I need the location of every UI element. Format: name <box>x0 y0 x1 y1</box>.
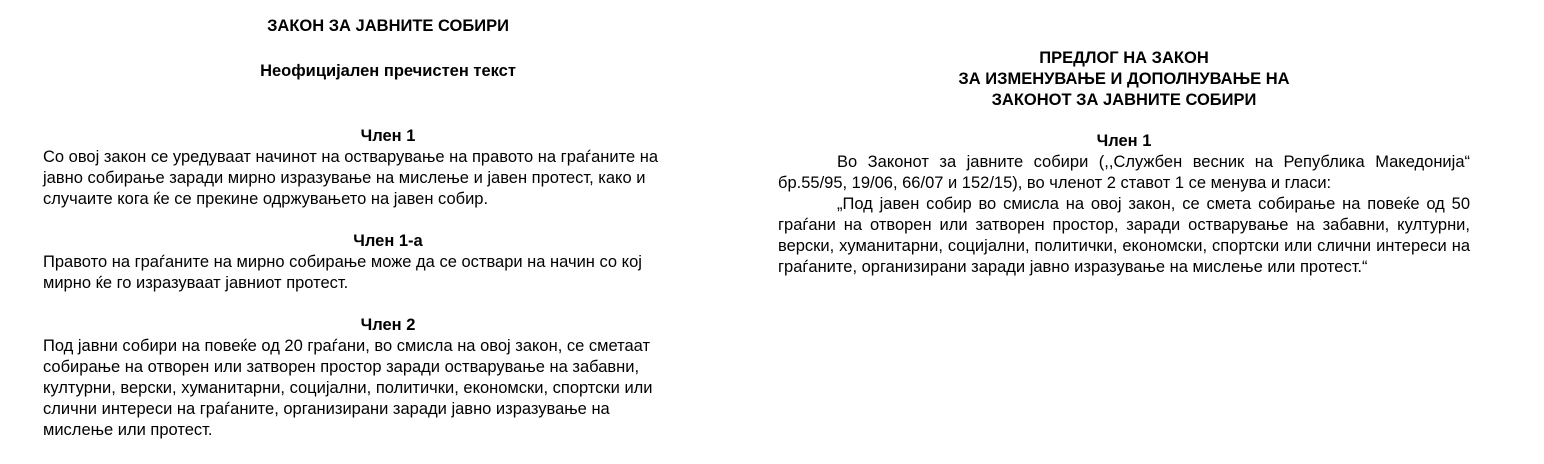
text-line: слични интереси на граѓаните, организирани заради јавно изразување на <box>43 400 610 418</box>
article-heading: Член 1 <box>1096 132 1152 150</box>
proposal-title-line: ЗА ИЗМЕНУВАЊЕ И ДОПОЛНУВАЊЕ НА <box>958 70 1290 88</box>
article-heading: Член 1 <box>360 127 416 145</box>
law-subtitle: Неофицијален пречистен текст <box>260 62 516 80</box>
proposal-title-line: ЗАКОНОТ ЗА ЈАВНИТЕ СОБИРИ <box>991 91 1257 109</box>
text-line: Со овој закон се уредуваат начинот на остварување на правото на граѓаните на <box>43 148 658 166</box>
text-line: јавно собирање заради мирно изразување на мислење и јавен протест, како и <box>43 169 646 187</box>
article-heading: Член 1-а <box>353 232 423 250</box>
proposal-title-line: ПРЕДЛОГ НА ЗАКОН <box>1039 49 1209 67</box>
amendment-intro-paragraph: Во Законот за јавните собири (,,Службен весник на Република Македонија“ бр.55/95, 19/06, 66/07 и 152/15), во членот 2 ставот 1 се менува и гласи: <box>778 153 1470 192</box>
article-2 <box>43 315 733 441</box>
text-line: собирање на отворен или затворен простор заради остварување на забавни, <box>43 358 640 376</box>
article-1a <box>43 231 733 294</box>
article-1 <box>43 126 733 210</box>
text-line: Под јавни собири на повеќе од 20 граѓани, во смисла на овој закон, се сметаат <box>43 337 651 355</box>
text-line: Правото на граѓаните на мирно собирање може да се оствари на начин со кој <box>43 253 642 271</box>
proposal-article-1 <box>778 131 1470 278</box>
text-line: мислење или протест. <box>43 421 213 439</box>
law-title: ЗАКОН ЗА ЈАВНИТЕ СОБИРИ <box>267 17 509 35</box>
proposal-title <box>778 48 1470 111</box>
text-line: културни, верски, хуманитарни, социјални, политички, економски, спортски или <box>43 379 653 397</box>
article-heading: Член 2 <box>360 316 416 334</box>
amendment-quoted-paragraph: „Под јавен собир во смисла на овој закон, се смета собирање на повеќе од 50 граѓани на отворен или затворен простор, заради остварување на забавни, културни, верски, хуманитарни, социјални, политички, економски, спортски или слични интереси на граѓаните, организирани заради јавно изразување на мислење или протест.“ <box>778 195 1470 276</box>
text-line: мирно ќе го изразуваат јавниот протест. <box>43 274 349 292</box>
text-line: случаите кога ќе се прекине одржувањето на јавен собир. <box>43 190 489 208</box>
